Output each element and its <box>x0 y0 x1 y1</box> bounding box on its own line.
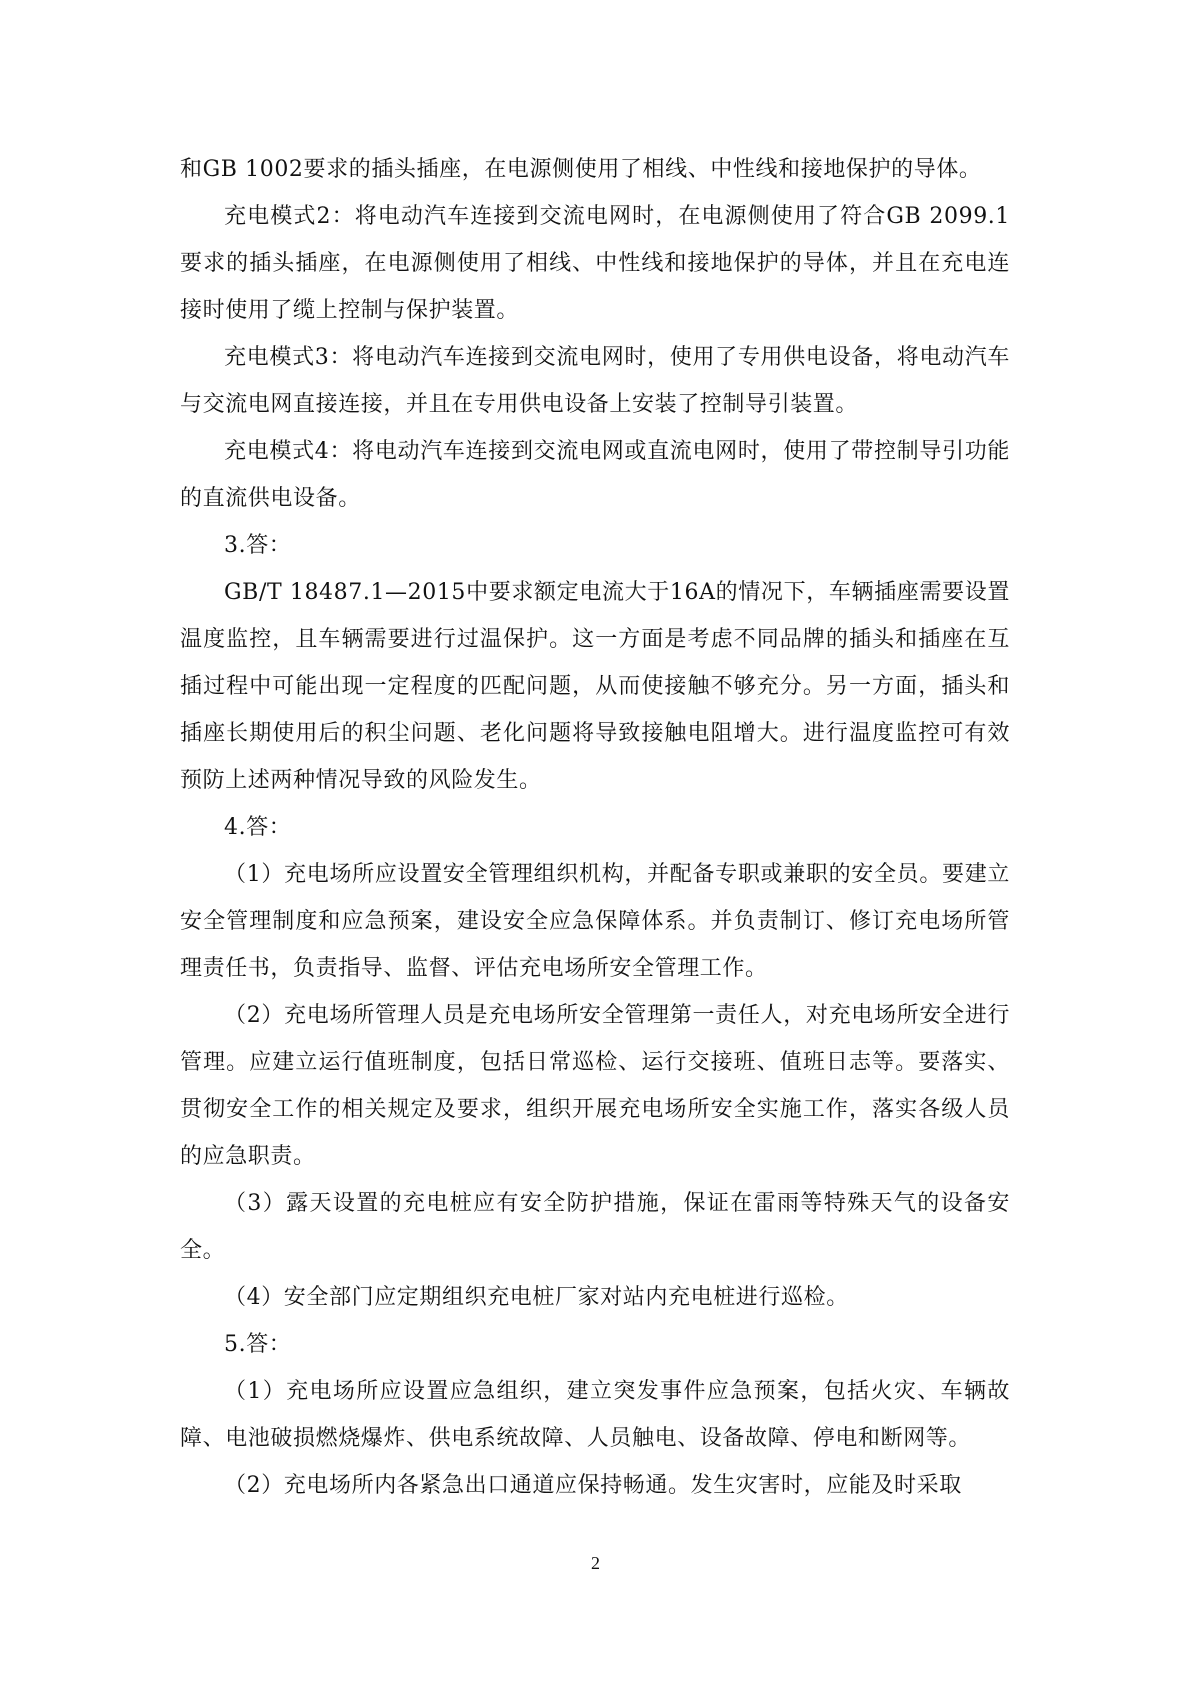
document-body <box>180 146 1010 1509</box>
answer-3-heading: 3.答： <box>224 533 292 558</box>
answer-5-heading: 5.答： <box>224 1332 292 1357</box>
paragraph-charging-mode-3: 充电模式3：将电动汽车连接到交流电网时，使用了专用供电设备，将电动汽车与交流电网直接连接，并且在专用供电设备上安装了控制导引装置。 <box>180 345 1010 417</box>
paragraph-answer-4-item-2: （2）充电场所管理人员是充电场所安全管理第一责任人，对充电场所安全进行管理。应建立运行值班制度，包括日常巡检、运行交接班、值班日志等。要落实、贯彻安全工作的相关规定及要求，组织开展充电场所安全实施工作，落实各级人员的应急职责。 <box>180 1003 1010 1169</box>
page-number: 2 <box>591 1553 600 1573</box>
paragraph-charging-mode-2: 充电模式2：将电动汽车连接到交流电网时，在电源侧使用了符合GB 2099.1要求的插头插座，在电源侧使用了相线、中性线和接地保护的导体，并且在充电连接时使用了缆上控制与保护装置。 <box>180 204 1010 323</box>
paragraph-answer-4-item-3: （3）露天设置的充电桩应有安全防护措施，保证在雷雨等特殊天气的设备安全。 <box>180 1191 1010 1263</box>
paragraph-continuation-mode-1: 和GB 1002要求的插头插座，在电源侧使用了相线、中性线和接地保护的导体。 <box>180 157 982 182</box>
paragraph-answer-4-item-1: （1）充电场所应设置安全管理组织机构，并配备专职或兼职的安全员。要建立安全管理制度和应急预案，建设安全应急保障体系。并负责制订、修订充电场所管理责任书，负责指导、监督、评估充电场所安全管理工作。 <box>180 862 1010 981</box>
paragraph-answer-3: GB/T 18487.1—2015中要求额定电流大于16A的情况下，车辆插座需要设置温度监控，且车辆需要进行过温保护。这一方面是考虑不同品牌的插头和插座在互插过程中可能出现一定程度的匹配问题，从而使接触不够充分。另一方面，插头和插座长期使用后的积尘问题、老化问题将导致接触电阻增大。进行温度监控可有效预防上述两种情况导致的风险发生。 <box>180 580 1010 793</box>
paragraph-charging-mode-4: 充电模式4：将电动汽车连接到交流电网或直流电网时，使用了带控制导引功能的直流供电设备。 <box>180 439 1010 511</box>
answer-4-heading: 4.答： <box>224 815 292 840</box>
paragraph-answer-5-item-2: （2）充电场所内各紧急出口通道应保持畅通。发生灾害时，应能及时采取 <box>224 1473 962 1498</box>
paragraph-answer-4-item-4: （4）安全部门应定期组织充电桩厂家对站内充电桩进行巡检。 <box>224 1285 849 1310</box>
paragraph-answer-5-item-1: （1）充电场所应设置应急组织，建立突发事件应急预案，包括火灾、车辆故障、电池破损燃烧爆炸、供电系统故障、人员触电、设备故障、停电和断网等。 <box>180 1379 1010 1451</box>
